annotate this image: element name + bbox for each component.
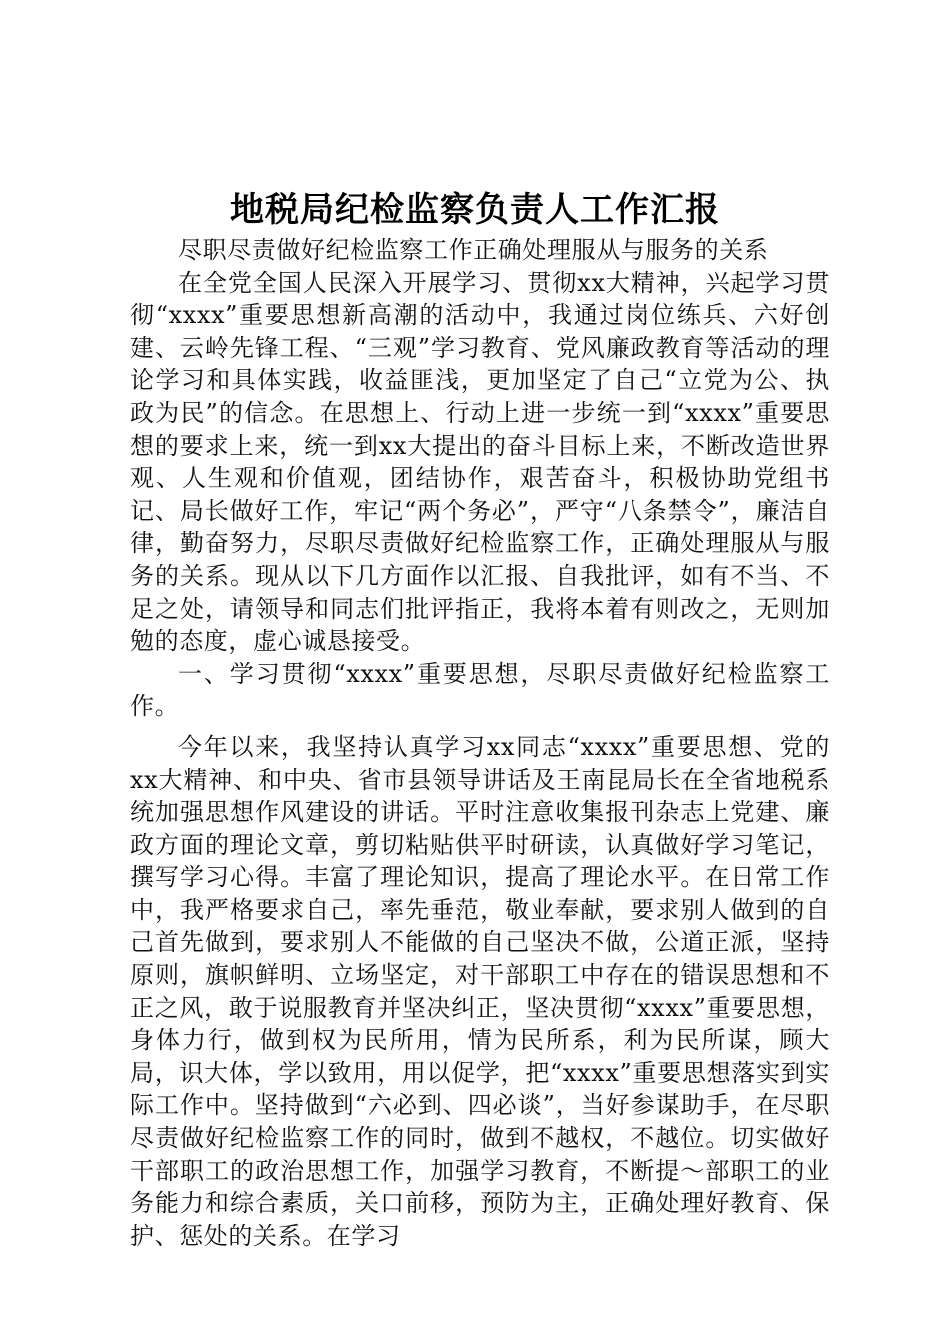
section-heading-1: 一、学习贯彻“xxxx”重要思想，尽职尽责做好纪检监察工作。 — [130, 659, 830, 721]
paragraph-section-1: 今年以来，我坚持认真学习xx同志“xxxx”重要思想、党的xx大精神、和中央、省市县领导讲话及王南昆局长在全省地税系统加强思想作风建设的讲话。平时注意收集报刊杂志上党建、廉政方面的理论文章，剪切粘贴供平时研读，认真做好学习笔记，撰写学习心得。丰富了理论知识，提高了理论水平。在日常工作中，我严格要求自己，率先垂范，敬业奉献，要求别人做到的自己首先做到，要求别人不能做的自己坚决不做，公道正派，坚持原则，旗帜鲜明、立场坚定，对干部职工中存在的错误思想和不正之风，敢于说服教育并坚决纠正，坚决贯彻“xxxx”重要思想，身体力行，做到权为民所用，情为民所系，利为民所谋，顾大局，识大体，学以致用，用以促学，把“xxxx”重要思想落实到实际工作中。坚持做到“六必到、四必谈”，当好参谋助手，在尽职尽责做好纪检监察工作的同时，做到不越权，不越位。切实做好干部职工的政治思想工作，加强学习教育，不断提～部职工的业务能力和综合素质，关口前移，预防为主，正确处理好教育、保护、惩处的关系。在学习 — [130, 732, 830, 1250]
document-subtitle: 尽职尽责做好纪检监察工作正确处理服从与服务的关系 — [178, 236, 769, 264]
document-body — [130, 234, 830, 1252]
document-title: 地税局纪检监察负责人工作汇报 — [230, 190, 720, 230]
paragraph-intro: 在全党全国人民深入开展学习、贯彻xx大精神，兴起学习贯彻“xxxx”重要思想新高潮的活动中，我通过岗位练兵、六好创建、云岭先锋工程、“三观”学习教育、党风廉政教育等活动的理论学习和具体实践，收益匪浅，更加坚定了自己“立党为公、执政为民”的信念。在思想上、行动上进一步统一到“xxxx”重要思想的要求上来，统一到xx大提出的奋斗目标上来，不断改造世界观、人生观和价值观，团结协作，艰苦奋斗，积极协助党组书记、局长做好工作，牢记“两个务必”，严守“八条禁令”，廉洁自律，勤奋努力，尽职尽责做好纪检监察工作，正确处理服从与服务的关系。现从以下几方面作以汇报、自我批评，如有不当、不足之处，请领导和同志们批评指正，我将本着有则改之，无则加勉的态度，虚心诚恳接受。 — [130, 268, 830, 656]
